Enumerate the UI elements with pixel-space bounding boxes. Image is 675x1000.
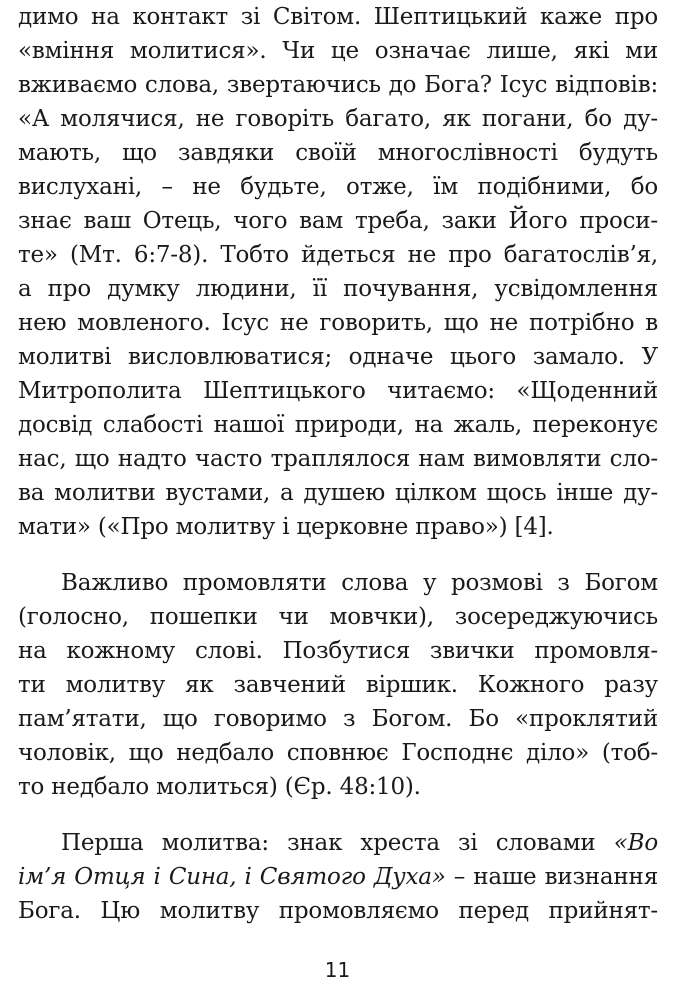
text-line: досвід слабості нашої природи, на жаль, переконує <box>18 412 658 438</box>
text-line: молитві висловлюватися; одначе цього замало. У <box>18 344 658 370</box>
text-line: «А молячися, не говоріть багато, як погани, бо ду- <box>18 106 658 132</box>
text-line: Митрополита Шептицького читаємо: «Щоденний <box>18 378 658 404</box>
text-line: те» (Мт. 6:7-8). Тобто йдеться не про багатослів’я, <box>18 242 658 268</box>
text-line: нас, що надто часто траплялося нам вимовляти сло- <box>18 446 658 472</box>
text-line <box>18 826 658 860</box>
page-number: 11 <box>324 958 351 982</box>
text-line: пам’ятати, що говоримо з Богом. Бо «проклятий <box>18 706 658 732</box>
text-line: мають, що завдяки своїй многослівності будуть <box>18 140 658 166</box>
text-line: ти молитву як завчений віршик. Кожного разу <box>18 672 658 698</box>
text-line: мати» («Про молитву і церковне право») [4]. <box>18 514 554 540</box>
text-line: на кожному слові. Позбутися звички промовля- <box>18 638 658 664</box>
text-line <box>18 860 658 894</box>
text-line: Бога. Цю молитву промовляємо перед прийнят- <box>18 898 658 924</box>
text-run: – наше визнання <box>445 864 659 890</box>
text-line: (голосно, пошепки чи мовчки), зосереджуючись <box>18 604 658 630</box>
italic-prayer-text: «Во <box>613 830 658 856</box>
text-run: Перша молитва: знак хреста зі словами <box>61 830 614 856</box>
italic-prayer-text: ім’я Отця і Сина, і Святого Духа» <box>18 864 446 890</box>
text-line: Важливо промовляти слова у розмові з Богом <box>61 570 658 596</box>
text-line: димо на контакт зі Світом. Шептицький каже про <box>18 4 658 30</box>
text-line: знає ваш Отець, чого вам треба, заки Його проси- <box>18 208 658 234</box>
text-line: чоловік, що недбало сповнює Господнє діло» (тоб- <box>18 740 658 766</box>
text-line: нею мовленого. Ісус не говорить, що не потрібно в <box>18 310 658 336</box>
text-line: то недбало молиться) (Єр. 48:10). <box>18 774 421 800</box>
text-line: вживаємо слова, звертаючись до Бога? Ісус відповів: <box>18 72 658 98</box>
text-line: ва молитви вустами, а душею цілком щось інше ду- <box>18 480 658 506</box>
text-line: «вміння молитися». Чи це означає лише, які ми <box>18 38 658 64</box>
text-line: вислухані, – не будьте, отже, їм подібними, бо <box>18 174 658 200</box>
text-line: а про думку людини, її почування, усвідомлення <box>18 276 658 302</box>
